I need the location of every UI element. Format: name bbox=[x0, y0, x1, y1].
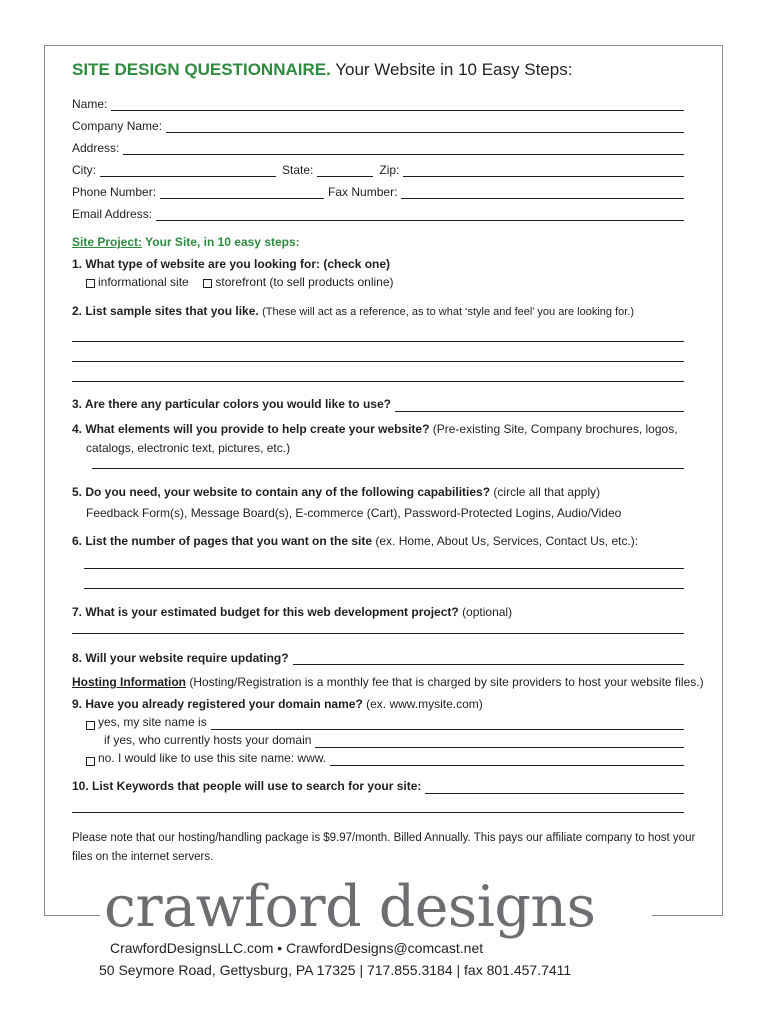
q2 bbox=[72, 304, 684, 319]
q2-line-1[interactable] bbox=[72, 322, 684, 342]
q7-note: (optional) bbox=[462, 604, 513, 619]
email-row bbox=[72, 199, 684, 221]
company-field[interactable] bbox=[166, 118, 684, 133]
q8: 8. Will your website require updating? bbox=[72, 650, 289, 665]
pricing-note-line2: files on the internet servers. bbox=[72, 850, 214, 863]
title-main: SITE DESIGN QUESTIONNAIRE. bbox=[72, 60, 331, 79]
q6-line-1[interactable] bbox=[84, 549, 684, 569]
q9-no-label: no. I would like to use this site name: www. bbox=[98, 751, 327, 766]
q9-note: (ex. www.mysite.com) bbox=[366, 697, 483, 712]
questionnaire-form bbox=[72, 60, 704, 867]
address-field[interactable] bbox=[123, 140, 684, 155]
q5-note: (circle all that apply) bbox=[493, 484, 601, 499]
q1: 1. What type of website are you looking for: (check one) bbox=[72, 256, 391, 271]
city-row bbox=[72, 155, 684, 177]
q5-text: 5. Do you need, your website to contain any of the following capabilities? bbox=[72, 484, 491, 499]
q9-yes-field[interactable] bbox=[211, 715, 684, 730]
checkbox-storefront[interactable] bbox=[203, 279, 212, 288]
title-sub: Your Website in 10 Easy Steps: bbox=[335, 60, 573, 79]
state-field[interactable] bbox=[317, 162, 373, 177]
q4-line[interactable] bbox=[92, 456, 684, 469]
q6-line-2[interactable] bbox=[84, 569, 684, 589]
footer-contact-address: 50 Seymore Road, Gettysburg, PA 17325 | 717.855.3184 | fax 801.457.7411 bbox=[99, 962, 572, 978]
checkbox-no[interactable] bbox=[86, 757, 95, 766]
crawford-designs-logo: crawford designs bbox=[104, 874, 596, 940]
zip-label: Zip: bbox=[379, 163, 400, 177]
q4-note: (Pre-existing Site, Company brochures, logos, bbox=[432, 421, 678, 436]
q8-row bbox=[72, 643, 684, 665]
q3: 3. Are there any particular colors you would like to use? bbox=[72, 397, 391, 412]
q9-no-field[interactable] bbox=[330, 751, 684, 766]
q2-line-2[interactable] bbox=[72, 342, 684, 362]
hosting-info bbox=[72, 675, 704, 690]
phone-field[interactable] bbox=[160, 184, 324, 199]
q10: 10. List Keywords that people will use to search for your site: bbox=[72, 779, 422, 794]
page-title bbox=[72, 60, 684, 80]
address-row bbox=[72, 133, 684, 155]
q8-field[interactable] bbox=[293, 650, 684, 665]
email-field[interactable] bbox=[156, 206, 684, 221]
q2-text: 2. List sample sites that you like. bbox=[72, 303, 259, 318]
footer-contact-web-email: CrawfordDesignsLLC.com • CrawfordDesigns@comcast.net bbox=[110, 940, 484, 956]
q6-text: 6. List the number of pages that you want on the site bbox=[72, 534, 373, 549]
q1-options bbox=[72, 275, 684, 289]
q10-field[interactable] bbox=[425, 779, 684, 794]
company-row bbox=[72, 111, 684, 133]
q1-opt1-label: informational site bbox=[98, 275, 189, 290]
q9-if-row bbox=[72, 730, 684, 748]
q7 bbox=[72, 605, 684, 619]
q4-note2: catalogs, electronic text, pictures, etc.) bbox=[86, 441, 291, 456]
q5 bbox=[72, 485, 684, 499]
state-label: State: bbox=[282, 163, 314, 177]
hosting-text: (Hosting/Registration is a monthly fee that is charged by site providers to host your website files.) bbox=[189, 675, 704, 690]
q4 bbox=[72, 422, 684, 436]
city-label: City: bbox=[72, 163, 96, 177]
checkbox-yes[interactable] bbox=[86, 721, 95, 730]
q10-row bbox=[72, 772, 684, 794]
q2-line-3[interactable] bbox=[72, 362, 684, 382]
pricing-note bbox=[72, 829, 696, 867]
checkbox-informational[interactable] bbox=[86, 279, 95, 288]
name-label: Name: bbox=[72, 97, 108, 111]
zip-field[interactable] bbox=[403, 162, 684, 177]
q9-yes-row bbox=[72, 712, 684, 730]
q9-text: 9. Have you already registered your domain name? bbox=[72, 697, 363, 712]
frame-bottom-left bbox=[44, 915, 100, 916]
name-row bbox=[72, 89, 684, 111]
q4-text: 4. What elements will you provide to help create your website? bbox=[72, 421, 430, 436]
email-label: Email Address: bbox=[72, 207, 153, 221]
q10-line[interactable] bbox=[72, 794, 684, 813]
q9 bbox=[72, 697, 684, 711]
fax-label: Fax Number: bbox=[328, 185, 398, 199]
site-project-text: Your Site, in 10 easy steps: bbox=[145, 235, 300, 250]
hosting-label: Hosting Information bbox=[72, 675, 186, 690]
pricing-note-line1: Please note that our hosting/handling package is $9.97/month. Billed Annually. This pays our affiliate company to host your bbox=[72, 831, 696, 844]
address-label: Address: bbox=[72, 141, 120, 155]
phone-row bbox=[72, 177, 684, 199]
q1-opt2-label: storefront (to sell products online) bbox=[215, 275, 394, 290]
site-project-label: Site Project: bbox=[72, 235, 143, 250]
q6 bbox=[72, 534, 684, 548]
q9-no-row bbox=[72, 748, 684, 766]
phone-label: Phone Number: bbox=[72, 185, 157, 199]
site-project-heading bbox=[72, 235, 684, 249]
name-field[interactable] bbox=[111, 96, 684, 111]
q2-note: (These will act as a reference, as to what ‘style and feel’ you are looking for.) bbox=[262, 305, 635, 318]
q5-options[interactable]: Feedback Form(s), Message Board(s), E-commerce (Cart), Password-Protected Logins, Audio/Video bbox=[86, 505, 622, 520]
q9-if-label: if yes, who currently hosts your domain bbox=[104, 733, 312, 748]
company-label: Company Name: bbox=[72, 119, 163, 133]
frame-bottom-right bbox=[652, 915, 723, 916]
q9-if-field[interactable] bbox=[315, 733, 684, 748]
q9-yes-label: yes, my site name is bbox=[98, 715, 207, 730]
fax-field[interactable] bbox=[401, 184, 684, 199]
q7-line[interactable] bbox=[72, 619, 684, 634]
city-field[interactable] bbox=[100, 162, 276, 177]
q6-note: (ex. Home, About Us, Services, Contact Us, etc.): bbox=[375, 534, 639, 549]
q3-row bbox=[72, 390, 684, 412]
q3-field[interactable] bbox=[395, 397, 684, 412]
q7-text: 7. What is your estimated budget for this web development project? bbox=[72, 604, 459, 619]
